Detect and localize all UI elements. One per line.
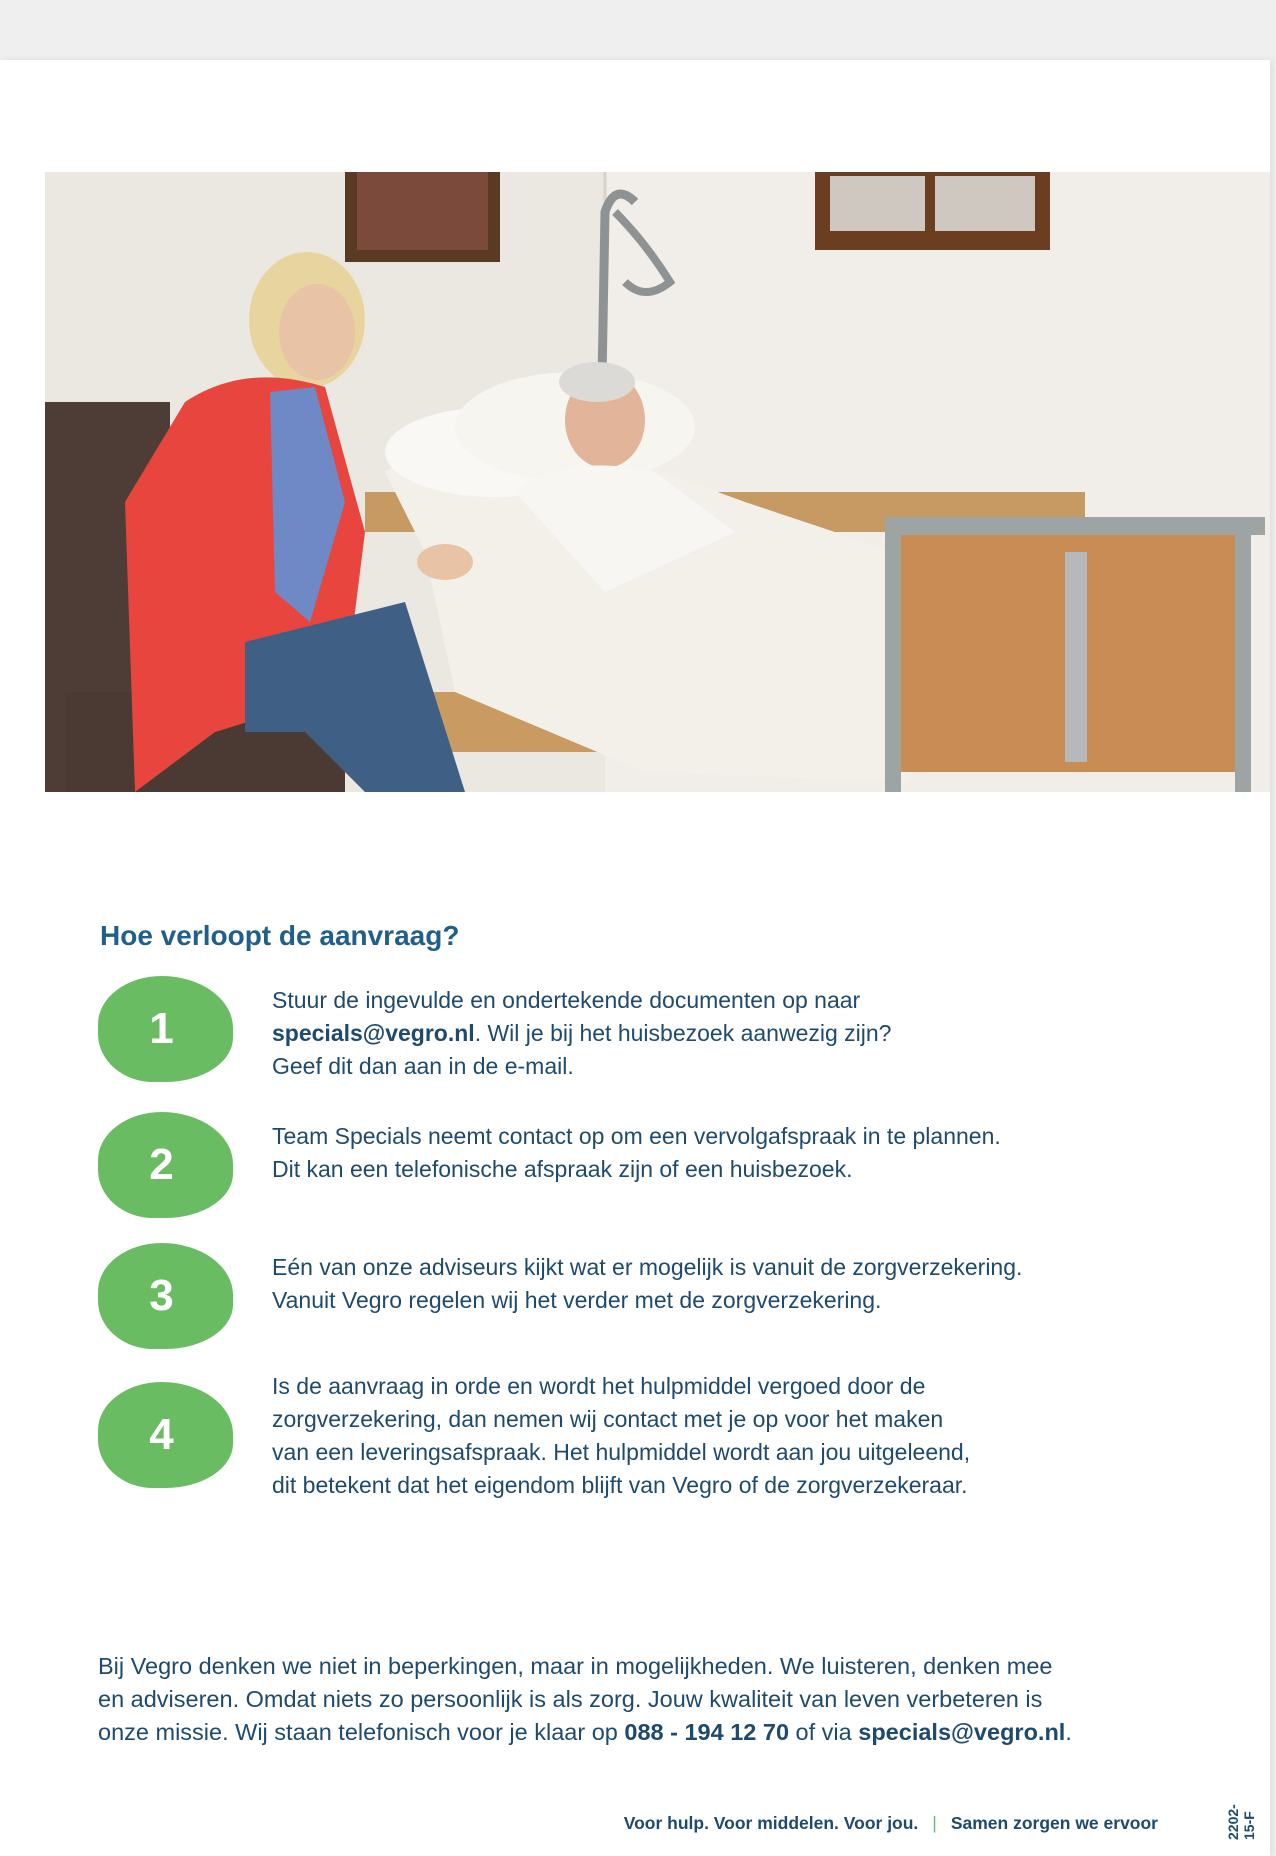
phone-number[interactable]: 088 - 194 12 70 (624, 1719, 790, 1745)
step-line: Team Specials neemt contact op om een vervolgafspraak in te plannen. (272, 1123, 1001, 1149)
step-text (272, 1120, 1172, 1186)
closing-paragraph (98, 1650, 1198, 1749)
footer-separator: | (932, 1813, 937, 1833)
closing-line: onze missie. Wij staan telefonisch voor je klaar op (98, 1719, 625, 1745)
footer-slogan: Voor hulp. Voor middelen. Voor jou. (623, 1813, 919, 1833)
hero-photo (45, 172, 1270, 792)
footer-tagline: Samen zorgen we ervoor (950, 1813, 1158, 1833)
step-line: Eén van onze adviseurs kijkt wat er mogelijk is vanuit de zorgverzekering. (272, 1254, 1023, 1280)
step-text (272, 1370, 1172, 1502)
step-line: zorgverzekering, dan nemen wij contact met je op voor het maken (272, 1406, 944, 1432)
step-line: Stuur de ingevulde en ondertekende documenten op naar (272, 987, 861, 1013)
email-link[interactable]: specials@vegro.nl (272, 1020, 475, 1046)
hero-photo-illustration (45, 172, 1270, 792)
closing-line: Bij Vegro denken we niet in beperkingen, maar in mogelijkheden. We luisteren, denken mee (98, 1653, 1053, 1679)
step-line: Geef dit dan aan in de e-mail. (272, 1053, 574, 1079)
closing-line: of via (789, 1719, 859, 1745)
closing-line: . (1065, 1719, 1072, 1745)
email-link[interactable]: specials@vegro.nl (858, 1719, 1066, 1745)
step-line: . Wil je bij het huisbezoek aanwezig zijn? (474, 1020, 892, 1046)
brochure-page (0, 60, 1270, 1856)
step-line: dit betekent dat het eigendom blijft van Vegro of de zorgverzekeraar. (272, 1472, 968, 1498)
step-line: Dit kan een telefonische afspraak zijn of een huisbezoek. (272, 1156, 853, 1182)
section-heading: Hoe verloopt de aanvraag? (100, 920, 460, 951)
step-text (272, 1251, 1172, 1317)
step-line: van een leveringsafspraak. Het hulpmiddel wordt aan jou uitgeleend, (272, 1439, 971, 1465)
step-text (272, 984, 1172, 1083)
footer (624, 1813, 1158, 1834)
step-number-badge: 2 (98, 1112, 233, 1218)
step-line: Is de aanvraag in orde en wordt het hulpmiddel vergoed door de (272, 1373, 926, 1399)
step-number-badge: 4 (98, 1382, 233, 1488)
step-line: Vanuit Vegro regelen wij het verder met de zorgverzekering. (272, 1287, 882, 1313)
document-code: 2202-15-F (1225, 1804, 1257, 1840)
step-number-badge: 3 (98, 1243, 233, 1349)
step-number-badge: 1 (98, 976, 233, 1082)
closing-line: en adviseren. Omdat niets zo persoonlijk is als zorg. Jouw kwaliteit van leven verbeteren is (98, 1686, 1043, 1712)
